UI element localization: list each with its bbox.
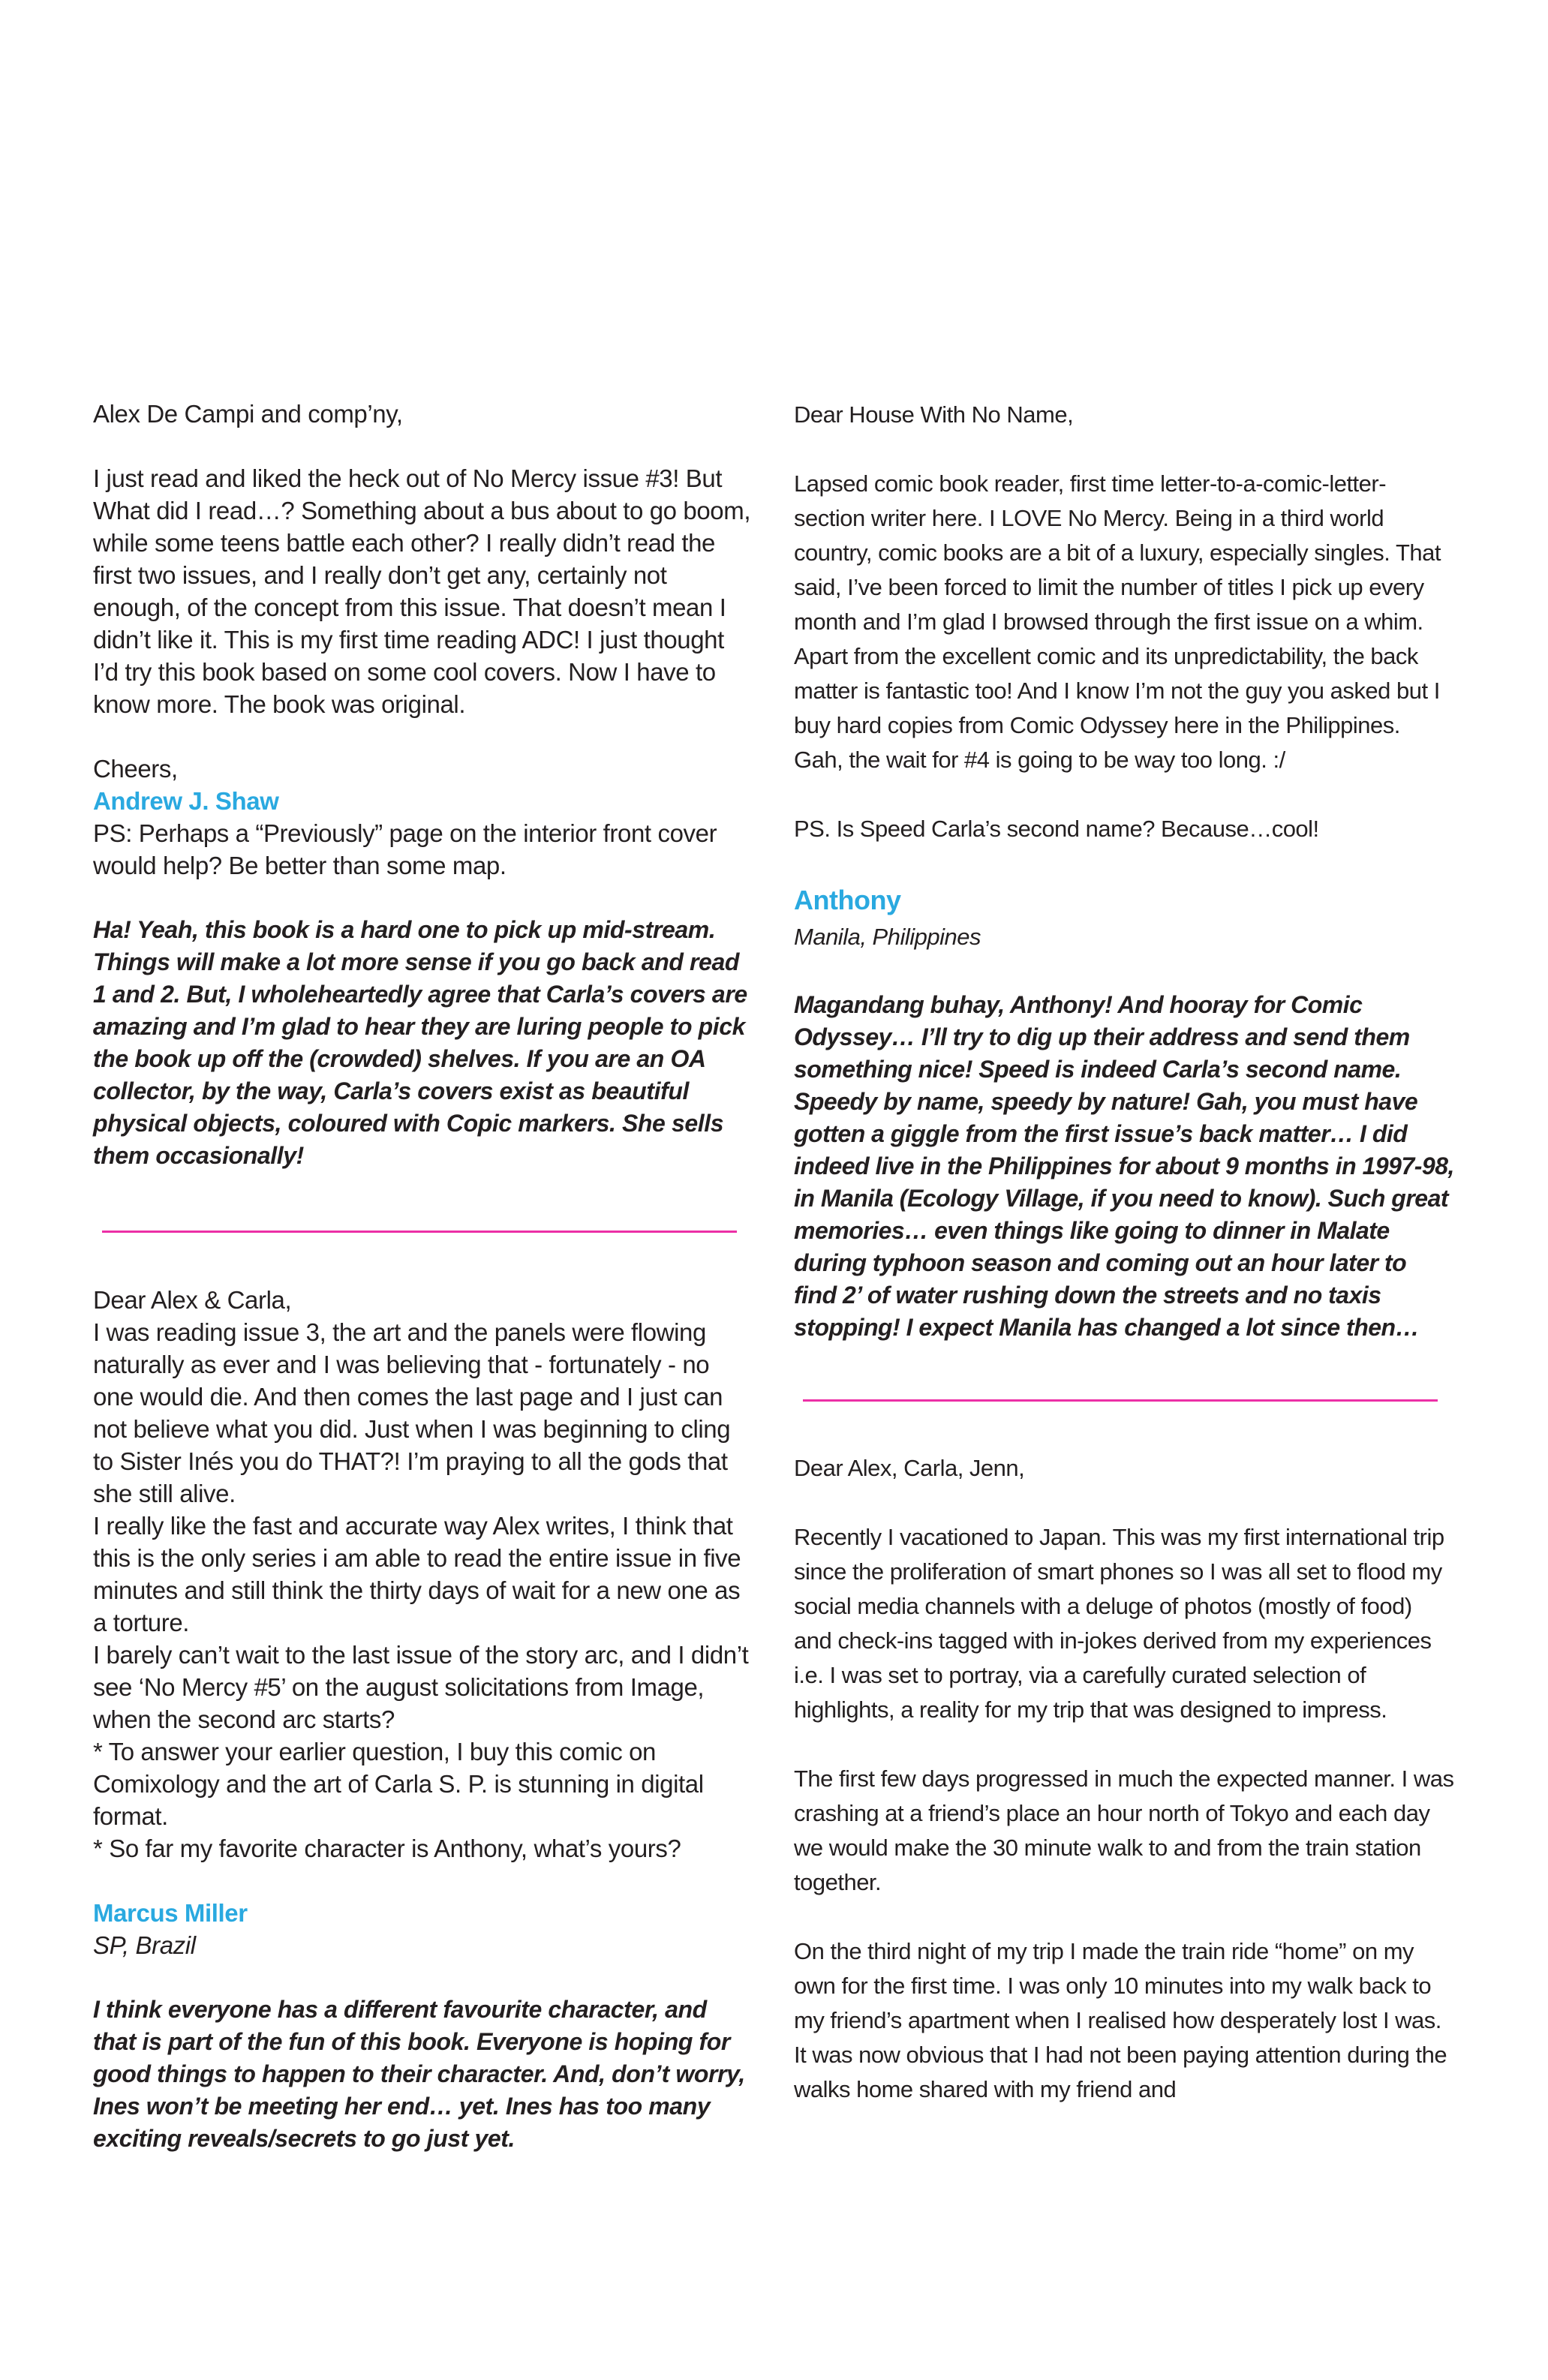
letter-paragraph: The first few days progressed in much the expected manner. I was crashing at a friend’s place an hour north of Tokyo and each day we would make the 30 minute walk to and from the train station together. bbox=[794, 1765, 1454, 1895]
letter-paragraph: * So far my favorite character is Anthony, what’s yours? bbox=[93, 1835, 681, 1862]
signature-location: SP, Brazil bbox=[93, 1931, 196, 1959]
signature: Anthony bbox=[794, 885, 901, 915]
letter-andrew-shaw bbox=[93, 398, 753, 1172]
letter-salutation: Alex De Campi and comp’ny, bbox=[93, 400, 403, 428]
editor-reply: Magandang buhay, Anthony! And hooray for Comic Odyssey… I’ll try to dig up their address and send them something nice! Speed is indeed Carla’s second name. Speedy by name, speedy by nature! Gah, you must have gotten a giggle from the first issue’s back matter… I did indeed live in the Philippines for about 9 months in 1997-98, in Manila (Ecology Village, if you need to know). Such great memories… even things like going to dinner in Malate during typhoon season and coming out an hour later to find 2’ of water rushing down the streets and no taxis stopping! I expect Manila has changed a lot since then… bbox=[794, 991, 1454, 1341]
letter-body: I just read and liked the heck out of No Mercy issue #3! But What did I read…? Something about a bus about to go boom, while some teens battle each other? I really didn’t read the first two issues, and I really don’t get any, certainly not enough, of the concept from this issue. That doesn’t mean I didn’t like it. This is my first time reading ADC! I just thought I’d try this book based on some cool covers. Now I have to know more. The book was original. bbox=[93, 464, 751, 718]
signature: Marcus Miller bbox=[93, 1899, 248, 1927]
letter-ps: PS: Perhaps a “Previously” page on the interior front cover would help? Be better than some map. bbox=[93, 819, 717, 879]
letter-paragraph: * To answer your earlier question, I buy this comic on Comixology and the art of Carla S. P. is stunning in digital format. bbox=[93, 1738, 704, 1830]
editor-reply: I think everyone has a different favourite character, and that is part of the fun of this book. Everyone is hoping for good things to happen to their character. And, don’t worry, Ines won’t be meeting her end… yet. Ines has too many exciting reveals/secrets to go just yet. bbox=[93, 1996, 745, 2152]
letter-paragraph: I really like the fast and accurate way Alex writes, I think that this is the only series i am able to read the entire issue in five minutes and still think the thirty days of wait for a new one as a torture. bbox=[93, 1512, 741, 1636]
letter-paragraph: I was reading issue 3, the art and the panels were flowing naturally as ever and I was believing that - fortunately - no one would die. And then comes the last page and I just can not believe what you did. Just when I was beginning to cling to Sister Inés you do THAT?! I’m praying to all the gods that she still alive. bbox=[93, 1318, 731, 1507]
section-divider bbox=[803, 1399, 1438, 1402]
signature: Andrew J. Shaw bbox=[93, 787, 279, 815]
letter-paragraph: I barely can’t wait to the last issue of the story arc, and I didn’t see ‘No Mercy #5’ on the august solicitations from Image, when the second arc starts? bbox=[93, 1641, 749, 1733]
letter-ps: PS. Is Speed Carla’s second name? Because…cool! bbox=[794, 816, 1319, 842]
letter-paragraph: On the third night of my trip I made the train ride “home” on my own for the first time. I was only 10 minutes into my walk back to my friend’s apartment when I realised how desperately lost I was. It was now obvious that I had not been paying attention during the walks home shared with my friend and bbox=[794, 1938, 1447, 2102]
letter-salutation: Dear Alex & Carla, bbox=[93, 1286, 292, 1314]
letter-salutation: Dear House With No Name, bbox=[794, 401, 1074, 428]
section-divider bbox=[102, 1231, 737, 1233]
letter-marcus-miller bbox=[93, 1284, 753, 2155]
letter-paragraph: Recently I vacationed to Japan. This was my first international trip since the proliferation of smart phones so I was all set to flood my social media channels with a deluge of photos (mostly of food) and check-ins tagged with in-jokes derived from my experiences i.e. I was set to portray, via a carefully curated selection of highlights, a reality for my trip that was designed to impress. bbox=[794, 1524, 1444, 1723]
signature-location: Manila, Philippines bbox=[794, 924, 981, 950]
letter-salutation: Dear Alex, Carla, Jenn, bbox=[794, 1455, 1025, 1481]
letter-anthony bbox=[794, 398, 1454, 1344]
letter-body: Lapsed comic book reader, first time letter-to-a-comic-letter-section writer here. I LOVE No Mercy. Being in a third world country, comic books are a bit of a luxury, especially singles. That said, I’ve been forced to limit the number of titles I pick up every month and I’m glad I browsed through the first issue on a whim. Apart from the excellent comic and its unpredictability, the back matter is fantastic too! And I know I’m not the guy you asked but I buy hard copies from Comic Odyssey here in the Philippines. Gah, the wait for #4 is going to be way too long. :/ bbox=[794, 470, 1441, 773]
right-column bbox=[794, 398, 1454, 2107]
left-column bbox=[93, 398, 753, 2155]
editor-reply: Ha! Yeah, this book is a hard one to pick up mid-stream. Things will make a lot more sense if you go back and read 1 and 2. But, I wholeheartedly agree that Carla’s covers are amazing and I’m glad to hear they are luring people to pick the book up off the (crowded) shelves. If you are an OA collector, by the way, Carla’s covers exist as beautiful physical objects, coloured with Copic markers. She sells them occasionally! bbox=[93, 916, 747, 1169]
letter-closing: Cheers, bbox=[93, 755, 178, 783]
letter-japan-trip bbox=[794, 1451, 1454, 2107]
